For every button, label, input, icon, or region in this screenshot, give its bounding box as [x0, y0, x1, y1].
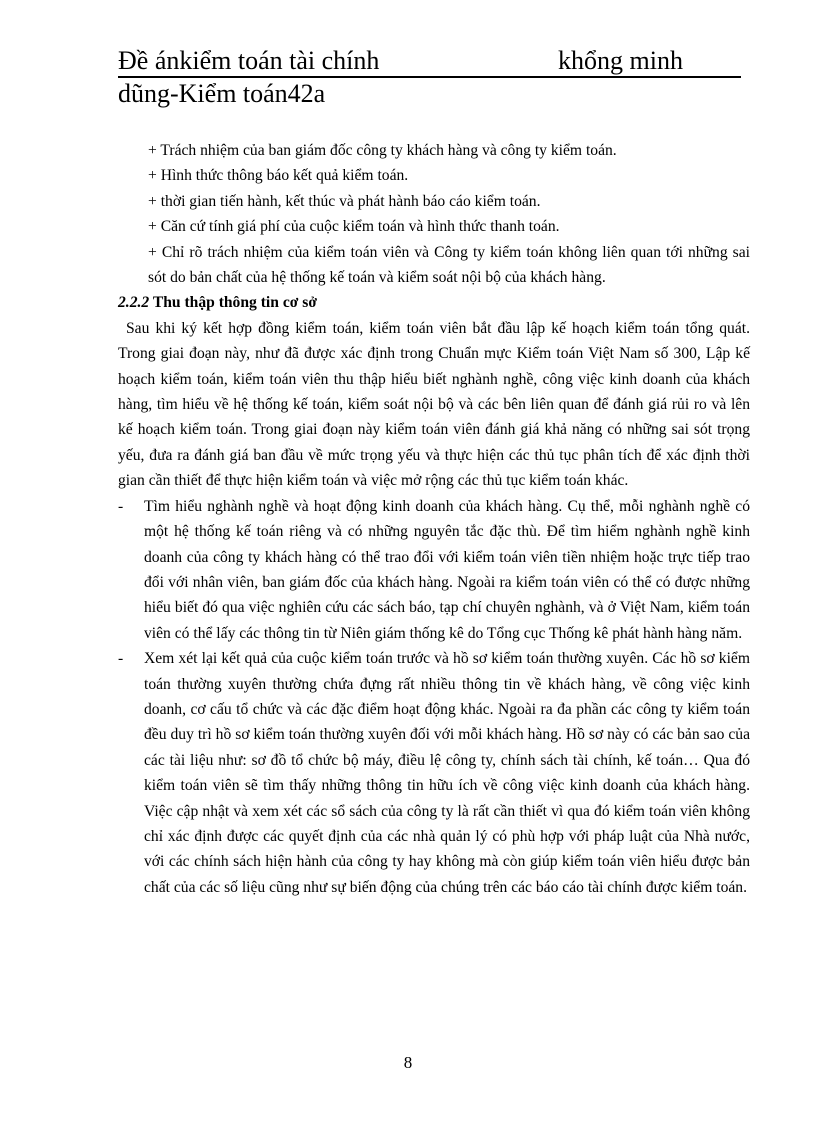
plus-list-item: + Chỉ rõ trách nhiệm của kiểm toán viên và Công ty kiểm toán không liên quan tới những sai sót do bản chất của hệ thống kế toán và kiểm soát nội bộ của khách hàng. [148, 243, 750, 287]
dash-list-item [118, 646, 750, 900]
page-body [118, 138, 750, 900]
intro-paragraph: Sau khi ký kết hợp đồng kiểm toán, kiểm toán viên bắt đầu lập kế hoạch kiểm toán tổng quát. Trong giai đoạn này, như đã được xác định trong Chuẩn mực Kiểm toán Việt Nam số 300, Lập kế hoạch kiểm toán, kiểm toán viên thu thập hiểu biết nghành nghề, công việc kinh doanh của khách hàng, tìm hiểu về hệ thống kế toán, kiểm soát nội bộ và các bên liên quan để đánh giá rủi ro và lên kế hoạch kiểm toán. Trong giai đoạn này kiểm toán viên đánh giá khả năng có những sai sót trọng yếu, đưa ra đánh giá ban đầu về mức trọng yếu và thực hiện các thủ tục phân tích để xác định thời gian cần thiết để thực hiện kiểm toán và việc mở rộng các thủ tục kiểm toán khác. [118, 319, 750, 490]
header-title-line [118, 46, 741, 78]
header-document-title: Đề ánkiểm toán tài chính [118, 46, 380, 75]
header-author-class: dũng-Kiểm toán42a [118, 79, 326, 108]
section-number: 2.2.2 [118, 294, 150, 312]
dash-item-text: Xem xét lại kết quả của cuộc kiểm toán trước và hồ sơ kiểm toán thường xuyên. Các hồ sơ kiểm toán thường xuyên thường chứa đựng rất nhiều thông tin về khách hàng, về công việc kinh doanh, cơ cấu tổ chức và các đặc điểm hoạt động khác. Ngoài ra đa phần các công ty kiểm toán đều duy trì hồ sơ kiểm toán thường xuyên đối với mỗi khách hàng. Hồ sơ này có các bản sao của các tài liệu như: sơ đồ tổ chức bộ máy, điều lệ công ty, chính sách tài chính, kế toán… Qua đó kiểm toán viên sẽ tìm thấy những thông tin hữu ích về công việc kinh doanh của khách hàng. Việc cập nhật và xem xét các sổ sách của công ty là rất cần thiết vì qua đó kiểm toán viên không chỉ xác định được các quyết định của các nhà quản lý có phù hợp với pháp luật của Nhà nước, với các chính sách hiện hành của công ty hay không mà còn giúp kiểm toán viên hiểu được bản chất của các số liệu cũng như sự biến động của chúng trên các báo cáo tài chính được kiểm toán. [144, 650, 750, 896]
section-heading [118, 290, 750, 315]
dash-item-text: Tìm hiểu nghành nghề và hoạt động kinh doanh của khách hàng. Cụ thể, mỗi nghành nghề có một hệ thống kế toán riêng và có những nguyên tắc đặc thù. Để tìm hiểm nghành nghề kinh doanh của công ty khách hàng có thể trao đổi với kiểm toán viên tiền nhiệm hoặc trực tiếp trao đổi với nhân viên, ban giám đốc của khách hàng. Ngoài ra kiểm toán viên có thể có được những hiểu biết đó qua việc nghiên cứu các sách báo, tạp chí chuyên nghành, và ở Việt Nam, kiểm toán viên có thể lấy các thông tin từ Niên giám thống kê do Tổng cục Thống kê phát hành hàng năm. [144, 497, 750, 642]
dash-list-item [118, 494, 750, 646]
plus-list-item: + Căn cứ tính giá phí của cuộc kiểm toán và hình thức thanh toán. [148, 218, 560, 236]
header-author-name: khổng minh [558, 46, 683, 75]
plus-list-item: + Trách nhiệm của ban giám đốc công ty khách hàng và công ty kiểm toán. [148, 142, 617, 159]
dash-marker: - [118, 497, 124, 515]
section-title: Thu thập thông tin cơ sở [152, 294, 317, 312]
dash-marker: - [118, 650, 124, 668]
plus-list-item: + thời gian tiến hành, kết thúc và phát hành báo cáo kiểm toán. [148, 192, 541, 210]
plus-list-item: + Hình thức thông báo kết quả kiểm toán. [148, 167, 409, 185]
page-header [118, 46, 743, 110]
page-number: 8 [403, 1053, 413, 1072]
